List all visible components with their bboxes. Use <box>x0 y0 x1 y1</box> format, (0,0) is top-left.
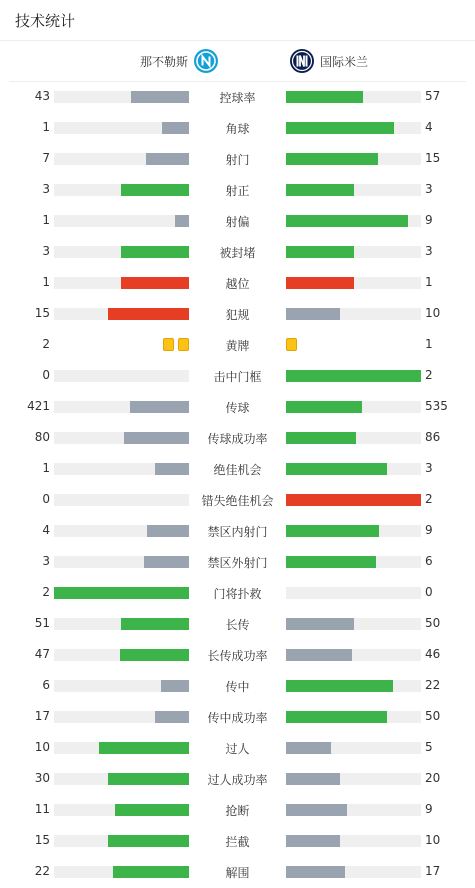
stat-row-big-chances <box>0 454 475 485</box>
away-bar-fill <box>286 680 393 692</box>
home-value: 17 <box>34 709 50 723</box>
away-bar-track <box>286 587 421 599</box>
stat-label: 角球 <box>225 122 250 136</box>
home-bar-track <box>54 122 189 134</box>
home-bar-track <box>54 618 189 630</box>
away-bar-track <box>286 680 421 692</box>
away-bar-track <box>286 866 421 878</box>
away-bar-fill <box>286 463 387 475</box>
home-bar-fill <box>147 525 189 537</box>
stat-label: 越位 <box>225 277 250 291</box>
away-value: 3 <box>425 182 433 196</box>
home-bar-track <box>54 773 189 785</box>
home-bar-fill <box>108 308 189 320</box>
away-value: 57 <box>425 89 441 103</box>
away-bar-track <box>286 525 421 537</box>
away-bar-fill <box>286 432 356 444</box>
home-bar-track <box>54 277 189 289</box>
home-team-name: 那不勒斯 <box>139 54 188 69</box>
home-bar-fill <box>121 618 189 630</box>
yellow-card-icon <box>178 338 189 351</box>
home-value: 15 <box>34 306 50 320</box>
away-value: 86 <box>425 430 441 444</box>
away-bar-fill <box>286 835 340 847</box>
away-value: 50 <box>425 616 441 630</box>
home-value: 3 <box>42 244 50 258</box>
away-value: 2 <box>425 368 433 382</box>
away-bar-fill <box>286 370 421 382</box>
away-bar-track <box>286 277 421 289</box>
stat-row-shots-blocked <box>0 237 475 268</box>
away-bar-track <box>286 122 421 134</box>
home-bar-fill <box>108 773 189 785</box>
stat-label: 过人成功率 <box>207 773 268 787</box>
home-value: 22 <box>34 864 50 878</box>
away-value: 46 <box>425 647 441 661</box>
home-bar-track <box>54 866 189 878</box>
home-value: 11 <box>34 802 50 816</box>
away-value: 10 <box>425 306 441 320</box>
stat-label: 禁区外射门 <box>207 556 268 570</box>
away-bar-track <box>286 773 421 785</box>
away-bar-fill <box>286 556 376 568</box>
home-bar-fill <box>155 711 189 723</box>
home-value: 3 <box>42 554 50 568</box>
home-bar-fill <box>121 184 189 196</box>
stat-label: 解围 <box>225 866 250 880</box>
away-bar-track <box>286 91 421 103</box>
stat-row-long-ball-accuracy <box>0 640 475 671</box>
away-bar-fill <box>286 215 408 227</box>
stat-label: 传中成功率 <box>207 711 268 725</box>
home-bar-fill <box>113 866 189 878</box>
stat-label: 绝佳机会 <box>213 463 262 477</box>
away-bar-fill <box>286 277 354 289</box>
home-bar-track <box>54 804 189 816</box>
away-value: 535 <box>425 399 448 413</box>
home-bar-fill <box>146 153 189 165</box>
away-value: 20 <box>425 771 441 785</box>
away-team[interactable] <box>290 49 368 73</box>
home-value: 0 <box>42 368 50 382</box>
stat-row-pass-accuracy <box>0 423 475 454</box>
away-value: 17 <box>425 864 441 878</box>
home-value: 1 <box>42 120 50 134</box>
stat-row-possession <box>0 82 475 113</box>
stat-label: 被封堵 <box>219 246 256 260</box>
stat-row-dribble-success <box>0 764 475 795</box>
away-value: 5 <box>425 740 433 754</box>
away-bar-track <box>286 835 421 847</box>
away-bar-fill <box>286 711 387 723</box>
away-bar-track <box>286 153 421 165</box>
stat-row-saves <box>0 578 475 609</box>
teams-header <box>9 41 466 82</box>
away-team-name: 国际米兰 <box>320 54 369 69</box>
home-bar-track <box>54 246 189 258</box>
home-value: 421 <box>27 399 50 413</box>
stat-label: 射门 <box>225 153 250 167</box>
stat-label: 门将扑救 <box>213 587 262 601</box>
home-bar-track <box>54 401 189 413</box>
away-value: 9 <box>425 523 433 537</box>
home-value: 1 <box>42 275 50 289</box>
home-bar-track <box>54 432 189 444</box>
home-bar-track <box>54 556 189 568</box>
stat-row-shots <box>0 144 475 175</box>
stat-row-shots-outside-box <box>0 547 475 578</box>
home-value: 2 <box>42 337 50 351</box>
away-value: 10 <box>425 833 441 847</box>
stat-label: 传球成功率 <box>207 432 268 446</box>
away-value: 9 <box>425 213 433 227</box>
away-bar-fill <box>286 525 379 537</box>
home-bar-track <box>54 463 189 475</box>
away-value: 0 <box>425 585 433 599</box>
stat-label: 过人 <box>225 742 250 756</box>
home-team[interactable] <box>140 49 218 73</box>
title-bar <box>0 0 475 41</box>
away-value: 15 <box>425 151 441 165</box>
stat-row-shots-off-target <box>0 206 475 237</box>
home-value: 4 <box>42 523 50 537</box>
stat-label: 长传成功率 <box>207 649 268 663</box>
home-bar-track <box>54 494 189 506</box>
stat-row-yellow-cards <box>0 330 475 361</box>
home-value: 1 <box>42 461 50 475</box>
away-bar-track <box>286 463 421 475</box>
home-bar-track <box>54 370 189 382</box>
stat-row-passes <box>0 392 475 423</box>
home-value: 47 <box>34 647 50 661</box>
away-bar-track <box>286 494 421 506</box>
away-bar-fill <box>286 804 347 816</box>
home-bar-fill <box>121 246 189 258</box>
home-bar-fill <box>155 463 189 475</box>
home-bar-track <box>54 649 189 661</box>
away-value: 1 <box>425 337 433 351</box>
stat-row-cross-accuracy <box>0 702 475 733</box>
home-bar-track <box>54 587 189 599</box>
stat-label: 黄牌 <box>225 339 250 353</box>
home-bar-track <box>54 308 189 320</box>
stat-row-interceptions <box>0 826 475 857</box>
page-title: 技术统计 <box>15 12 76 30</box>
home-bar-track <box>54 215 189 227</box>
away-bar-fill <box>286 649 352 661</box>
home-value: 7 <box>42 151 50 165</box>
home-bar-fill <box>161 680 189 692</box>
home-bar-track <box>54 91 189 103</box>
home-value: 15 <box>34 833 50 847</box>
away-bar-fill <box>286 308 340 320</box>
stat-row-dribbles <box>0 733 475 764</box>
home-value: 43 <box>34 89 50 103</box>
home-value: 3 <box>42 182 50 196</box>
away-bar-fill <box>286 773 340 785</box>
away-value: 2 <box>425 492 433 506</box>
home-bar-fill <box>108 835 189 847</box>
stat-label: 抢断 <box>225 804 250 818</box>
home-bar-fill <box>54 587 189 599</box>
home-value: 80 <box>34 430 50 444</box>
away-bar-fill <box>286 618 354 630</box>
away-bar-track <box>286 246 421 258</box>
home-bar-fill <box>124 432 189 444</box>
home-bar-track <box>54 680 189 692</box>
stat-label: 错失绝佳机会 <box>201 494 274 508</box>
away-bar-fill <box>286 91 363 103</box>
away-value: 4 <box>425 120 433 134</box>
home-bar-fill <box>175 215 189 227</box>
home-bar-fill <box>144 556 189 568</box>
yellow-card-icon <box>163 338 174 351</box>
away-bar-fill <box>286 866 345 878</box>
stat-row-long-balls <box>0 609 475 640</box>
away-bar-track <box>286 370 421 382</box>
home-bar-fill <box>131 91 189 103</box>
home-bar-track <box>54 153 189 165</box>
away-value: 1 <box>425 275 433 289</box>
home-bar-track <box>54 184 189 196</box>
stat-label: 长传 <box>225 618 250 632</box>
stat-row-crosses <box>0 671 475 702</box>
stat-label: 射偏 <box>225 215 250 229</box>
stat-row-clearances <box>0 857 475 888</box>
away-yellow-cards <box>286 338 297 352</box>
away-value: 9 <box>425 802 433 816</box>
away-bar-track <box>286 711 421 723</box>
away-bar-track <box>286 401 421 413</box>
away-value: 22 <box>425 678 441 692</box>
stat-label: 拦截 <box>225 835 250 849</box>
away-bar-track <box>286 742 421 754</box>
home-bar-track <box>54 835 189 847</box>
away-bar-fill <box>286 246 354 258</box>
away-bar-fill <box>286 184 354 196</box>
stat-row-corners <box>0 113 475 144</box>
home-value: 10 <box>34 740 50 754</box>
home-value: 1 <box>42 213 50 227</box>
home-bar-fill <box>99 742 189 754</box>
away-bar-track <box>286 556 421 568</box>
away-bar-track <box>286 308 421 320</box>
home-value: 51 <box>34 616 50 630</box>
home-bar-track <box>54 742 189 754</box>
yellow-card-icon <box>286 338 297 351</box>
home-bar-fill <box>115 804 189 816</box>
stat-row-tackles <box>0 795 475 826</box>
stat-label: 击中门框 <box>213 370 262 384</box>
stat-label: 射正 <box>225 184 250 198</box>
stat-row-shots-inside-box <box>0 516 475 547</box>
away-bar-fill <box>286 742 331 754</box>
away-bar-track <box>286 184 421 196</box>
home-bar-fill <box>162 122 189 134</box>
inter-logo-icon <box>290 49 314 73</box>
stat-label: 传中 <box>225 680 250 694</box>
home-bar-fill <box>130 401 189 413</box>
away-bar-track <box>286 804 421 816</box>
away-bar-fill <box>286 122 394 134</box>
stat-label: 控球率 <box>219 91 256 105</box>
away-bar-fill <box>286 401 362 413</box>
away-value: 6 <box>425 554 433 568</box>
away-bar-track <box>286 649 421 661</box>
away-value: 50 <box>425 709 441 723</box>
away-value: 3 <box>425 244 433 258</box>
home-value: 6 <box>42 678 50 692</box>
stat-row-big-chances-missed <box>0 485 475 516</box>
home-bar-fill <box>120 649 189 661</box>
home-yellow-cards <box>163 338 189 352</box>
stat-row-hit-woodwork <box>0 361 475 392</box>
away-bar-track <box>286 215 421 227</box>
napoli-logo-icon <box>194 49 218 73</box>
stat-row-fouls <box>0 299 475 330</box>
home-value: 0 <box>42 492 50 506</box>
stats-list <box>0 82 475 888</box>
away-bar-fill <box>286 494 421 506</box>
stat-row-shots-on-target <box>0 175 475 206</box>
away-bar-fill <box>286 153 378 165</box>
away-bar-track <box>286 432 421 444</box>
stat-label: 禁区内射门 <box>207 525 268 539</box>
away-value: 3 <box>425 461 433 475</box>
stat-label: 犯规 <box>225 308 250 322</box>
home-bar-track <box>54 525 189 537</box>
stat-label: 传球 <box>225 401 250 415</box>
home-bar-track <box>54 711 189 723</box>
stat-row-offsides <box>0 268 475 299</box>
home-value: 2 <box>42 585 50 599</box>
home-value: 30 <box>34 771 50 785</box>
away-bar-track <box>286 618 421 630</box>
home-bar-fill <box>121 277 189 289</box>
